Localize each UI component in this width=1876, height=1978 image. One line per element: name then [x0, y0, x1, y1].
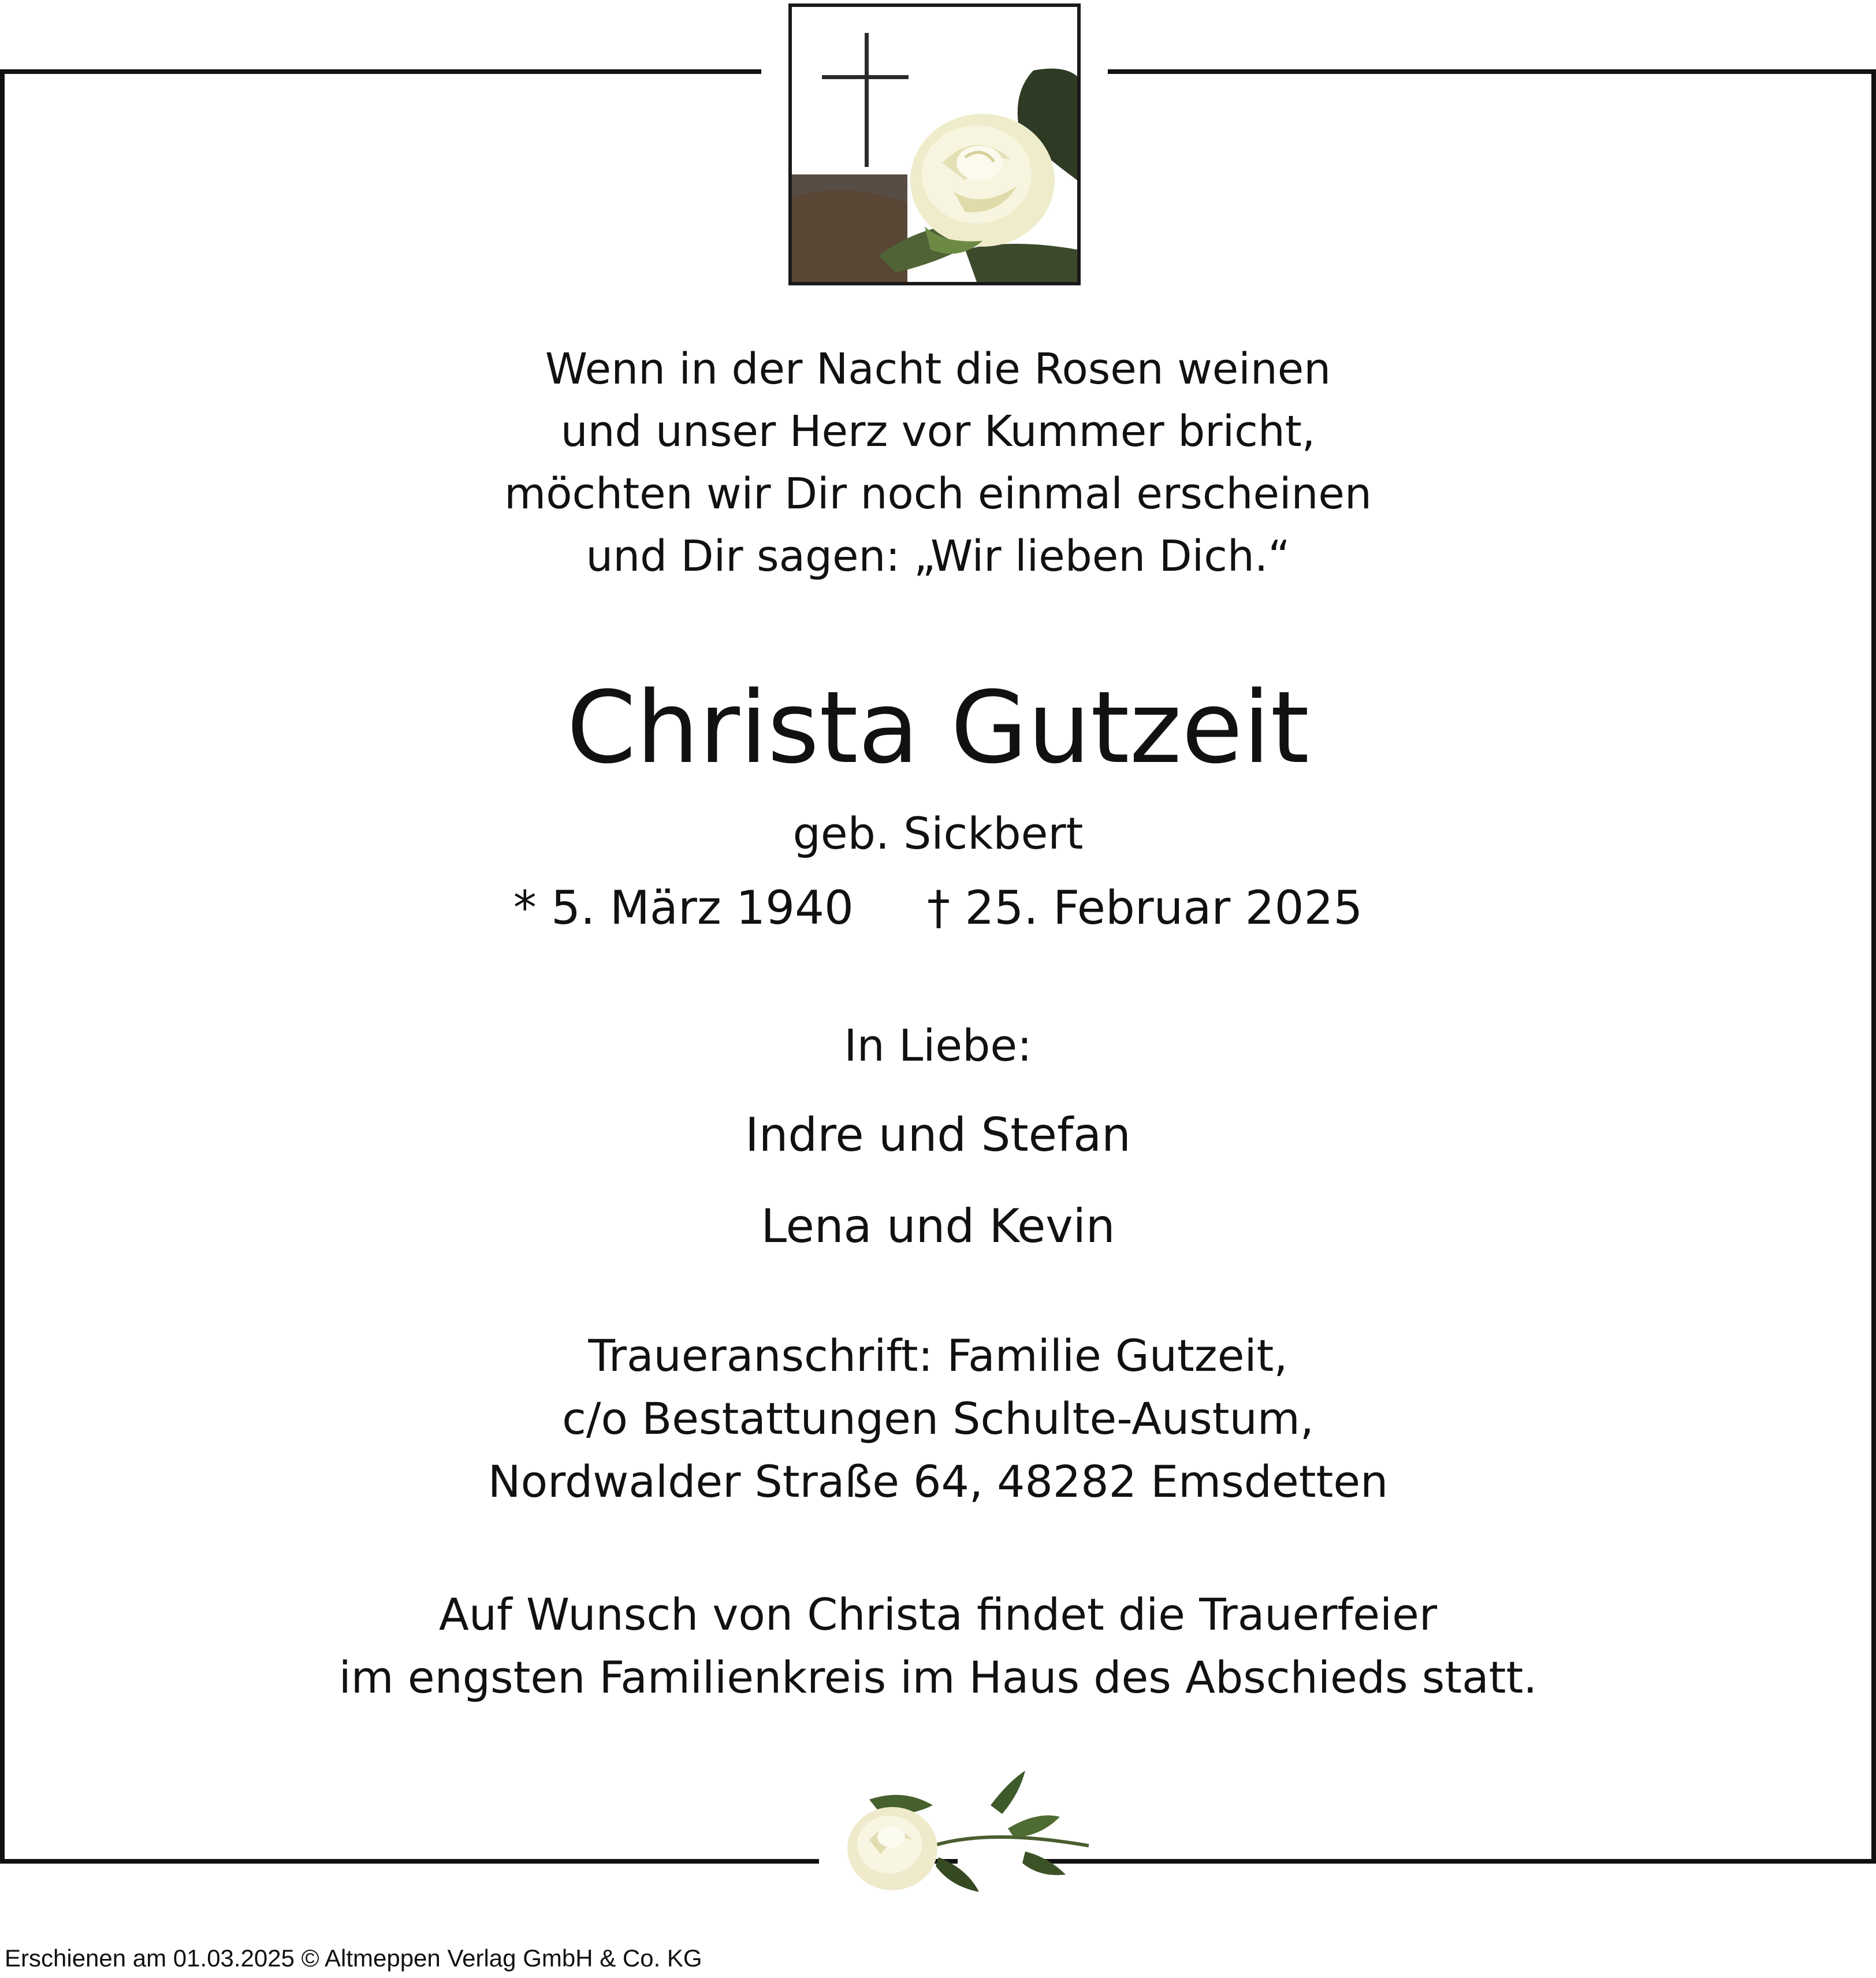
funeral-note: [0, 1583, 1876, 1709]
frame-bottom-right: [1027, 1859, 1876, 1864]
address-line: c/o Bestattungen Schulte-Austum,: [562, 1393, 1314, 1444]
frame-top-left: [0, 69, 761, 74]
mourners-label: In Liebe:: [844, 1020, 1032, 1071]
note-line: Auf Wunsch von Christa findet die Trauerfeier: [438, 1589, 1438, 1640]
poem-line: möchten wir Dir noch einmal erscheinen: [504, 469, 1372, 519]
poem-line: und unser Herz vor Kummer bricht,: [560, 407, 1316, 456]
poem-line: und Dir sagen: „Wir lieben Dich.“: [586, 531, 1290, 581]
deceased-name: Christa Gutzeit: [567, 670, 1309, 786]
life-dates: * 5. März 1940 † 25. Februar 2025: [513, 881, 1363, 935]
note-line: im engsten Familienkreis im Haus des Abschieds statt.: [338, 1652, 1538, 1703]
mourning-address: [0, 1324, 1876, 1513]
poem: [0, 338, 1876, 588]
frame-top-right: [1108, 69, 1876, 74]
white-rose-icon: [817, 1759, 1100, 1903]
frame-bottom-left: [0, 1859, 819, 1864]
mourner-name: Lena und Kevin: [761, 1199, 1115, 1253]
maiden-name: geb. Sickbert: [792, 808, 1084, 859]
address-line: Nordwalder Straße 64, 48282 Emsdetten: [487, 1456, 1389, 1507]
address-line: Traueranschrift: Familie Gutzeit,: [588, 1330, 1288, 1381]
mourner-name: Indre und Stefan: [745, 1108, 1131, 1162]
poem-line: Wenn in der Nacht die Rosen weinen: [545, 344, 1331, 394]
cross-and-white-rose-icon: [788, 3, 1081, 285]
publication-footer: Erschienen am 01.03.2025 © Altmeppen Verlag GmbH & Co. KG: [5, 1944, 702, 1972]
